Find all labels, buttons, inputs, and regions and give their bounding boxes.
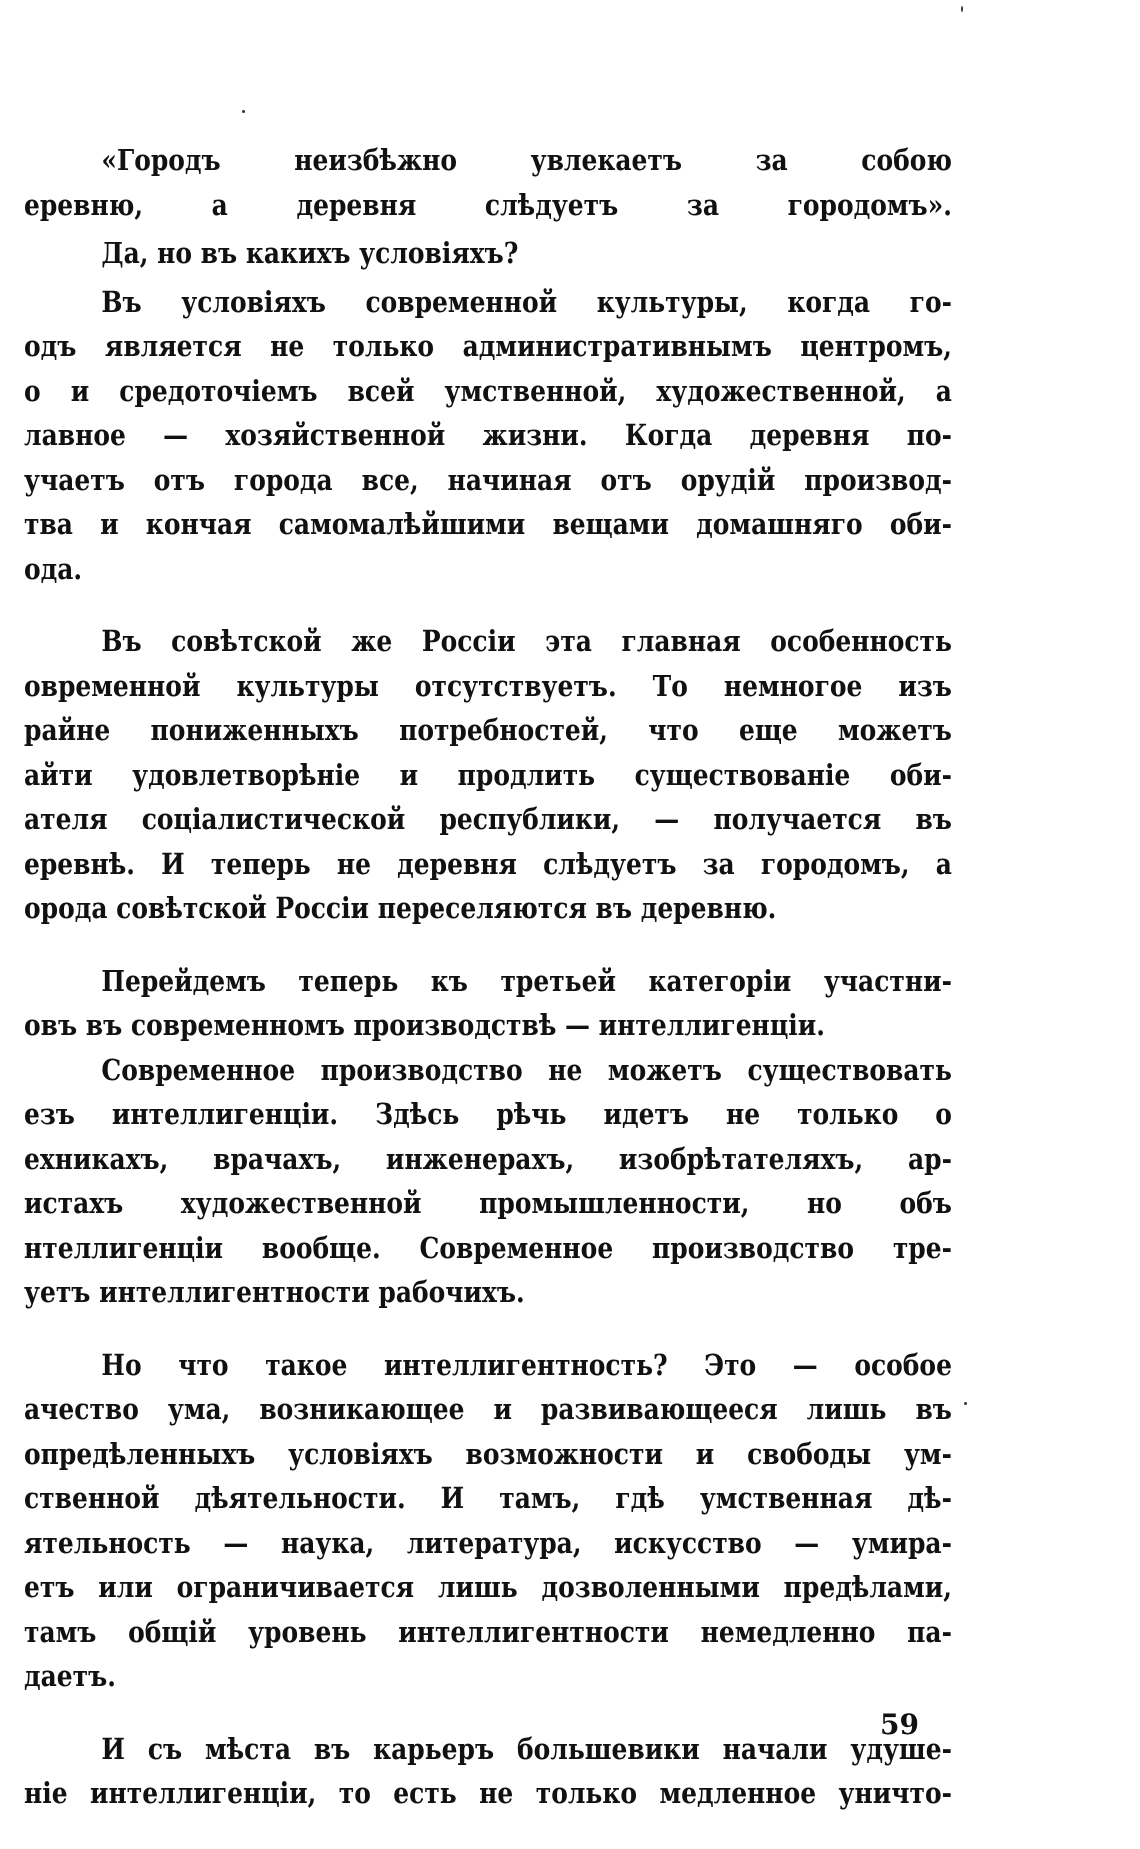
text-line: ственной дѣятельности. И тамъ, гдѣ умственная дѣ- — [24, 1481, 952, 1515]
text-line: ятельность — наука, литература, искусство — умира- — [24, 1525, 952, 1560]
text-line: райне пониженныхъ потребностей, что еще можетъ — [24, 713, 952, 747]
text-line: ачество ума, возникающее и развивающееся лишь въ — [24, 1392, 952, 1426]
paragraph — [24, 1727, 952, 1816]
text-line: лавное — хозяйственной жизни. Когда деревня по- — [24, 418, 952, 452]
text-line: о и средоточіемъ всей умственной, художественной, а — [24, 373, 952, 408]
text-line: тамъ общій уровень интеллигентности немедленно па- — [24, 1614, 952, 1649]
paragraph — [24, 138, 952, 227]
paragraph — [24, 619, 952, 931]
text-line: Въ совѣтской же Россіи эта главная особенность — [101, 624, 952, 658]
page-number: 59 — [880, 1708, 919, 1741]
text-line: учаетъ отъ города все, начиная отъ орудій производ- — [24, 462, 952, 497]
paragraph — [24, 1048, 952, 1315]
text-line: тва и кончая самомалѣйшими вещами домашняго оби- — [24, 507, 952, 541]
text-line: опредѣленныхъ условіяхъ возможности и свободы ум- — [24, 1436, 952, 1471]
text-line: ателя соціалистической республики, — получается въ — [24, 802, 952, 836]
paragraph — [24, 959, 952, 1048]
text-line: айти удовлетворѣніе и продлить существованіе оби- — [24, 757, 952, 792]
paragraph — [24, 280, 952, 592]
text-line: еревню, а деревня слѣдуетъ за городомъ». — [24, 187, 952, 222]
text-line: И съ мѣста въ карьеръ большевики начали удуше- — [101, 1731, 952, 1766]
text-line: Но что такое интеллигентность? Это — особое — [101, 1347, 952, 1382]
text-line: уетъ интеллигентности рабочихъ. — [24, 1275, 525, 1309]
paragraph — [24, 1343, 952, 1699]
text-line: етъ или ограничивается лишь дозволенными предѣлами, — [24, 1570, 952, 1604]
text-line: езъ интеллигенціи. Здѣсь рѣчь идетъ не только о — [24, 1097, 952, 1131]
text-line: орода совѣтской Россіи переселяются въ деревню. — [24, 891, 777, 925]
text-line: овременной культуры отсутствуетъ. То немногое изъ — [24, 668, 952, 703]
text-line: истахъ художественной промышленности, но объ — [24, 1186, 952, 1220]
text-line: «Городъ неизбѣжно увлекаетъ за собою — [101, 143, 952, 177]
text-line: даетъ. — [24, 1659, 116, 1693]
text-line: Современное производство не можетъ существовать — [101, 1052, 952, 1087]
text-line: нтеллигенціи вообще. Современное производство тре- — [24, 1230, 952, 1265]
paragraph — [24, 231, 952, 276]
text-line: ода. — [24, 551, 83, 586]
text-line: ехникахъ, врачахъ, инженерахъ, изобрѣтателяхъ, ар- — [24, 1141, 952, 1176]
page-body-text — [24, 138, 952, 1824]
text-line: одъ является не только административнымъ центромъ, — [24, 329, 952, 363]
text-line: Да, но въ какихъ условіяхъ? — [101, 236, 519, 270]
scan-speck — [242, 110, 245, 113]
scan-speck — [961, 6, 963, 12]
text-line: овъ въ современномъ производствѣ — интеллигенціи. — [24, 1008, 825, 1042]
text-line: Перейдемъ теперь къ третьей категоріи участни- — [101, 963, 952, 998]
text-line: еревнѣ. И теперь не деревня слѣдуетъ за городомъ, а — [24, 846, 952, 881]
scan-speck — [964, 1402, 967, 1405]
text-line: ніе интеллигенціи, то есть не только медленное уничто- — [24, 1776, 952, 1810]
text-line: Въ условіяхъ современной культуры, когда го- — [101, 284, 952, 319]
